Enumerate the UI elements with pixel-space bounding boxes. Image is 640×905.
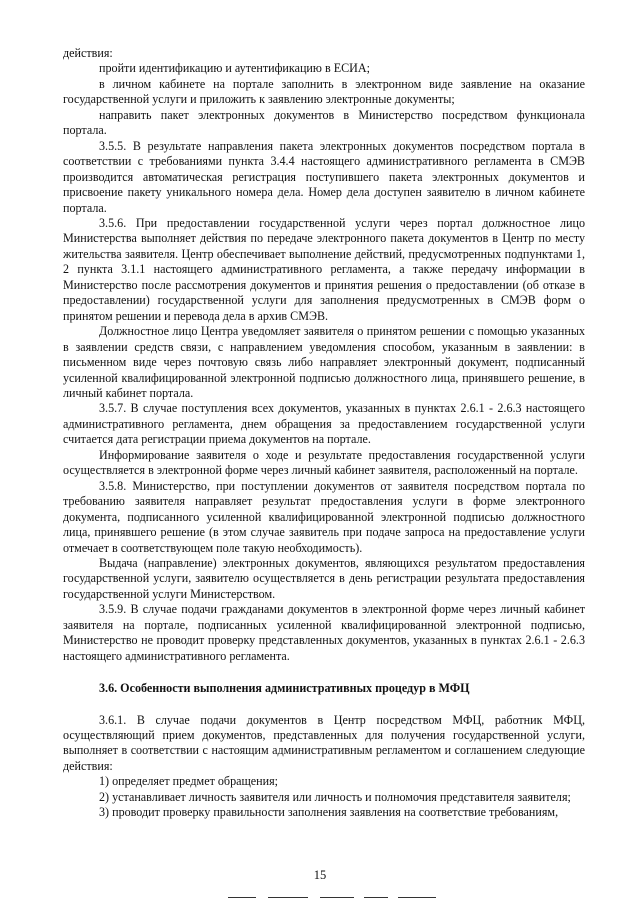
- footer-rule: [364, 897, 388, 898]
- paragraph-group-before: [63, 46, 585, 664]
- paragraph: 3.5.9. В случае подачи гражданами документов в электронной форме через личный кабинет заявителя на портале, подписанных усиленной квалифицированной электронной подписью, Министерство не проводит проверку представленных документов, указанных в пунктах 2.6.1 - 2.6.3 настоящего административного регламента.: [63, 602, 585, 663]
- paragraph-group-after: [63, 713, 585, 821]
- page-number: 15: [313, 868, 327, 882]
- paragraph: действия:: [63, 46, 113, 60]
- footer-rule: [398, 897, 436, 898]
- footer-rule: [268, 897, 308, 898]
- paragraph: 2) устанавливает личность заявителя или личность и полномочия представителя заявителя;: [99, 789, 571, 804]
- paragraph: в личном кабинете на портале заполнить в электронном виде заявление на оказание государственной услуги и приложить к заявлению электронные документы;: [63, 76, 585, 107]
- paragraph: направить пакет электронных документов в Министерство посредством функционала портала.: [63, 107, 585, 138]
- paragraph: 3.5.6. При предоставлении государственной услуги через портал должностное лицо Министерства выполняет действия по передаче электронного пакета документов в Центр по месту жительства заявителя. Центр обеспечивает выполнение действий, предусмотренных подпунктами 1, 2 пункта 3.1.1 настоящего административного регламента, а также передачу информации в Министерство после рассмотрения документов и принятия решения о предоставлении (об отказе в предоставлении) государственной услуги для заполнения предусмотренных в СМЭВ форм о принятом решении и перевода дела в архив СМЭВ.: [63, 215, 585, 323]
- paragraph: 3.6.1. В случае подачи документов в Центр посредством МФЦ, работник МФЦ, осуществляющий прием документов, представленных для получения государственной услуги, выполняет в соответствии с настоящим административным регламентом и соглашением следующие действия:: [63, 712, 585, 773]
- paragraph: 3.5.8. Министерство, при поступлении документов от заявителя посредством портала по требованию заявителя направляет результат предоставления услуги в форме электронного документа, подписанного усиленной квалифицированной электронной подписью должностного лица, принявшего решение (в этом случае заявитель при подаче запроса на предоставление услуги отмечает в соответствующем поле такую необходимость).: [63, 478, 585, 555]
- paragraph: Информирование заявителя о ходе и результате предоставления государственной услуги осуществляется в электронной форме через личный кабинет заявителя, расположенный на портале.: [63, 447, 585, 478]
- footer-rule: [228, 897, 256, 898]
- footer-rule: [320, 897, 354, 898]
- paragraph: 3.5.7. В случае поступления всех документов, указанных в пунктах 2.6.1 - 2.6.3 настоящего административного регламента, днем обращения за предоставлением государственной услуги считается дата регистрации приема документов на портале.: [63, 401, 585, 447]
- document-body: [63, 46, 585, 821]
- paragraph: Должностное лицо Центра уведомляет заявителя о принятом решении с помощью указанных в заявлении средств связи, с направлением уведомления способом, указанным в заявлении: в письменном виде через почтовую связь либо направляет электронный документ, подписанный усиленной квалифицированной электронной подписью должностного лица, принявшего решение, в личный кабинет портала.: [63, 324, 585, 400]
- paragraph: 3.5.5. В результате направления пакета электронных документов посредством портала в соответствии с требованиями пункта 3.4.4 настоящего административного регламента в СМЭВ производится автоматическая регистрация поступившего пакета электронных документов и присвоение пакету уникального номера дела. Номер дела доступен заявителю в личном кабинете портала.: [63, 138, 585, 215]
- paragraph: пройти идентификацию и аутентификацию в ЕСИА;: [99, 61, 370, 76]
- paragraph: 1) определяет предмет обращения;: [99, 774, 279, 789]
- paragraph: 3) проводит проверку правильности заполнения заявления на соответствие требованиям,: [99, 805, 559, 820]
- section-heading: 3.6. Особенности выполнения административных процедур в МФЦ: [99, 681, 470, 696]
- paragraph: Выдача (направление) электронных документов, являющихся результатом предоставления государственной услуги, заявителю осуществляется в день регистрации результата предоставления государственной услуги Министерством.: [63, 555, 585, 601]
